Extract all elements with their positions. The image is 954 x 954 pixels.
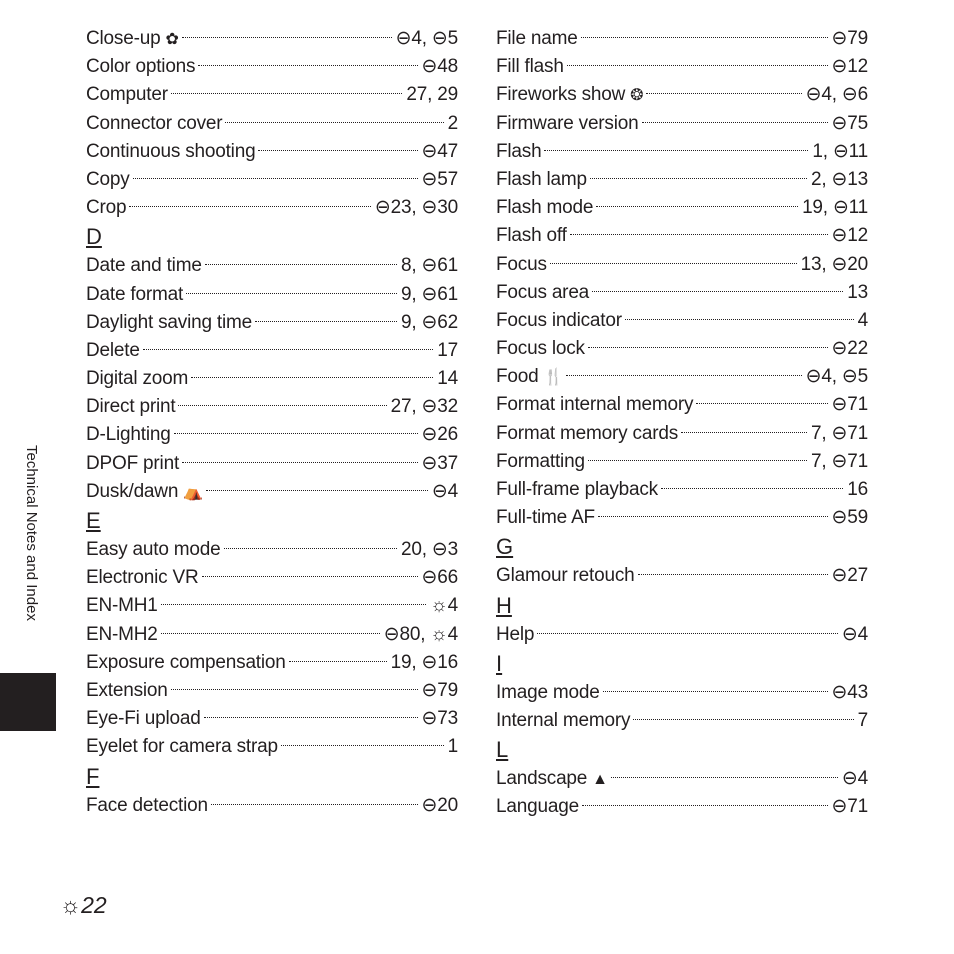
- index-entry-pages: 19, ⊖16: [390, 651, 458, 673]
- dot-leader: [171, 689, 418, 690]
- index-entry: [86, 252, 458, 280]
- index-entry-term: Dusk/dawn: [86, 480, 179, 502]
- index-entry: [86, 365, 458, 393]
- index-entry-term: Format memory cards: [496, 422, 679, 444]
- index-entry-pages: ⊖27: [831, 565, 868, 587]
- dot-leader: [258, 150, 417, 151]
- index-entry-pages: 7, ⊖71: [811, 422, 868, 444]
- dot-leader: [681, 432, 807, 433]
- dot-leader: [206, 490, 428, 491]
- dot-leader: [603, 691, 828, 692]
- index-entry-pages: 17: [437, 339, 458, 361]
- index-entry: [496, 251, 868, 279]
- index-entry-pages: ⊖12: [831, 225, 868, 247]
- index-entry-term: Continuous shooting: [86, 140, 256, 162]
- index-entry-pages: 27, ⊖32: [390, 396, 458, 418]
- dot-leader: [178, 405, 386, 406]
- index-entry: [86, 592, 458, 620]
- index-entry: [86, 564, 458, 592]
- dot-leader: [642, 122, 828, 123]
- index-entry: [496, 621, 868, 649]
- index-entry-pages: ⊖20: [421, 794, 458, 816]
- index-entry: [86, 281, 458, 309]
- index-section-letter: E: [86, 508, 101, 533]
- index-column-left: [86, 25, 458, 820]
- index-entry: [496, 765, 868, 793]
- landscape-scene-icon: ▲: [592, 771, 608, 789]
- index-entry-pages: 16: [847, 479, 868, 500]
- index-entry-pages: ⊖66: [421, 567, 458, 589]
- dot-leader: [661, 488, 843, 489]
- index-entry: [86, 81, 458, 109]
- dot-leader: [598, 516, 828, 517]
- dot-leader: [544, 150, 808, 151]
- index-entry-term: Exposure compensation: [86, 651, 286, 673]
- index-entry: [86, 25, 458, 53]
- index-entry-pages: ⊖71: [831, 796, 868, 818]
- index-entry-term: Date and time: [86, 255, 202, 277]
- index-entry-pages: 7, ⊖71: [811, 450, 868, 472]
- index-entry: [86, 536, 458, 564]
- index-entry-pages: ⊖4: [841, 623, 868, 645]
- dot-leader: [186, 293, 397, 294]
- index-entry-term: Language: [496, 796, 579, 818]
- index-entry-pages: ⊖75: [831, 112, 868, 134]
- dot-leader: [171, 93, 403, 94]
- index-entry-pages: 2: [447, 112, 458, 134]
- index-entry: [86, 792, 458, 820]
- index-entry: [86, 110, 458, 138]
- index-entry: [496, 81, 868, 109]
- dot-leader: [281, 745, 444, 746]
- index-entry-pages: ☼4: [430, 595, 458, 617]
- side-section-label-text: Technical Notes and Index: [23, 445, 40, 621]
- index-entry-pages: ⊖4, ⊖6: [805, 84, 868, 106]
- dot-leader: [191, 377, 433, 378]
- index-entry-term: Food: [496, 366, 539, 388]
- index-section-letter: H: [496, 592, 512, 618]
- index-entry-term: EN-MH2: [86, 623, 158, 645]
- dot-leader: [592, 291, 843, 292]
- index-entry: [496, 307, 868, 335]
- index-entry-pages: ⊖47: [421, 140, 458, 162]
- index-entry-term: Easy auto mode: [86, 539, 221, 560]
- dot-leader: [255, 321, 397, 322]
- index-entry-term: Crop: [86, 197, 127, 219]
- index-entry-term: Flash lamp: [496, 168, 587, 190]
- index-entry: [86, 450, 458, 478]
- index-entry-pages: 4: [857, 309, 868, 331]
- index-entry: [496, 504, 868, 532]
- dot-leader: [182, 37, 392, 38]
- index-entry-term: Copy: [86, 168, 130, 190]
- index-entry-pages: ⊖26: [421, 424, 458, 446]
- dot-leader: [646, 93, 801, 94]
- index-entry-term: Internal memory: [496, 709, 631, 731]
- index-entry: [86, 309, 458, 337]
- index-entry-pages: ⊖79: [421, 679, 458, 701]
- index-entry-term: Electronic VR: [86, 567, 199, 589]
- section-thumb-tab: [0, 673, 56, 731]
- index-entry-pages: ⊖22: [831, 338, 868, 360]
- index-entry-term: Format internal memory: [496, 394, 694, 416]
- index-entry: [86, 194, 458, 222]
- dot-leader: [202, 576, 418, 577]
- index-entry-term: Full-frame playback: [496, 479, 658, 500]
- index-entry-pages: 7: [857, 709, 868, 731]
- index-entry-pages: 9, ⊖61: [401, 283, 458, 305]
- index-entry: [496, 335, 868, 363]
- index-section-letter: G: [496, 534, 514, 560]
- dot-leader: [581, 37, 828, 38]
- index-entry: [496, 279, 868, 307]
- index-entry-term: Fill flash: [496, 56, 564, 78]
- dot-leader: [625, 319, 854, 320]
- index-section-letter: L: [496, 737, 509, 763]
- index-entry-term: Eye-Fi upload: [86, 708, 201, 730]
- index-entry: [86, 677, 458, 705]
- index-entry-pages: ⊖4: [841, 768, 868, 790]
- page-number: ☼22: [60, 892, 107, 918]
- dot-leader: [611, 777, 838, 778]
- dot-leader: [582, 805, 828, 806]
- index-entry-term: Close-up: [86, 28, 161, 49]
- index-entry-term: Connector cover: [86, 112, 223, 134]
- dot-leader: [161, 604, 427, 605]
- index-entry-pages: ⊖37: [421, 452, 458, 474]
- index-section-letter: I: [496, 650, 503, 676]
- index-entry-pages: 20, ⊖3: [401, 539, 458, 560]
- index-entry-term: Focus area: [496, 281, 590, 303]
- index-entry-term: Delete: [86, 339, 140, 361]
- dot-leader: [638, 574, 828, 575]
- index-entry: [86, 337, 458, 365]
- dot-leader: [174, 433, 418, 434]
- index-entry-pages: 13, ⊖20: [800, 253, 868, 275]
- index-entry-term: EN-MH1: [86, 595, 158, 617]
- index-entry-term: Flash off: [496, 225, 567, 247]
- index-entry-term: Extension: [86, 679, 168, 701]
- index-entry-term: Help: [496, 623, 535, 645]
- index-entry-term: Daylight saving time: [86, 311, 253, 333]
- index-entry: [496, 391, 868, 419]
- index-entry-term: Focus: [496, 253, 547, 275]
- index-entry: [86, 138, 458, 166]
- index-entry: [86, 393, 458, 421]
- index-entry: [86, 621, 458, 649]
- index-entry-pages: ⊖4, ⊖5: [805, 366, 868, 388]
- dot-leader: [289, 661, 387, 662]
- dot-leader: [182, 462, 418, 463]
- index-entry-pages: 9, ⊖62: [401, 311, 458, 333]
- index-entry-term: Glamour retouch: [496, 565, 635, 587]
- index-entry-term: Image mode: [496, 681, 600, 703]
- index-entry: [496, 53, 868, 81]
- index-entry-pages: ⊖71: [831, 394, 868, 416]
- index-entry: [496, 363, 868, 391]
- index-entry-term: Full-time AF: [496, 507, 595, 529]
- index-entry-term: Firmware version: [496, 112, 639, 134]
- index-entry-term: Date format: [86, 283, 184, 305]
- index-entry: [496, 707, 868, 735]
- index-entry: [496, 110, 868, 138]
- index-entry-pages: ⊖43: [831, 681, 868, 703]
- index-entry-term: Digital zoom: [86, 368, 189, 390]
- dot-leader: [590, 178, 807, 179]
- index-entry-term: Direct print: [86, 396, 176, 418]
- index-entry: [496, 562, 868, 590]
- index-entry: [496, 138, 868, 166]
- index-entry: [86, 733, 458, 761]
- index-entry-pages: ⊖57: [421, 168, 458, 190]
- dot-leader: [224, 548, 398, 549]
- index-entry-pages: 19, ⊖11: [802, 197, 868, 219]
- dot-leader: [129, 206, 371, 207]
- index-entry-pages: 13: [847, 281, 868, 303]
- dot-leader: [225, 122, 443, 123]
- dot-leader: [133, 178, 418, 179]
- index-entry: [86, 705, 458, 733]
- dot-leader: [596, 206, 798, 207]
- index-entry-pages: ⊖48: [421, 56, 458, 78]
- dot-leader: [566, 375, 801, 376]
- index-entry-pages: ⊖23, ⊖30: [374, 197, 458, 219]
- dot-leader: [198, 65, 417, 66]
- index-entry-term: File name: [496, 28, 578, 49]
- dot-leader: [161, 633, 380, 634]
- dusk-dawn-scene-icon: ⛺: [183, 483, 203, 501]
- index-entry: [496, 166, 868, 194]
- dot-leader: [143, 349, 434, 350]
- index-entry-pages: ⊖12: [831, 56, 868, 78]
- dot-leader: [567, 65, 828, 66]
- index-entry: [496, 448, 868, 476]
- index-entry-term: D-Lighting: [86, 424, 171, 446]
- dot-leader: [588, 460, 807, 461]
- dot-leader: [550, 263, 797, 264]
- index-entry: [496, 420, 868, 448]
- index-entry-pages: 1: [447, 736, 458, 758]
- index-entry: [496, 25, 868, 53]
- index-entry: [496, 476, 868, 504]
- index-entry-term: Flash: [496, 140, 542, 162]
- index-entry-term: Flash mode: [496, 197, 594, 219]
- index-entry-pages: ⊖59: [831, 507, 868, 529]
- fireworks-scene-icon: ❂: [630, 87, 644, 105]
- index-section-letter: D: [86, 224, 102, 250]
- index-entry-term: Focus indicator: [496, 309, 622, 331]
- food-scene-icon: 🍴: [543, 369, 564, 387]
- dot-leader: [537, 633, 838, 634]
- index-entry: [496, 793, 868, 821]
- index-entry-pages: 8, ⊖61: [401, 255, 458, 277]
- index-entry-term: Landscape: [496, 768, 588, 790]
- index-entry-term: Eyelet for camera strap: [86, 736, 278, 758]
- index-entry: [496, 194, 868, 222]
- dot-leader: [570, 234, 828, 235]
- index-section-letter: F: [86, 763, 100, 789]
- index-entry: [86, 649, 458, 677]
- index-entry-term: Face detection: [86, 794, 208, 816]
- dot-leader: [204, 717, 418, 718]
- close-up-scene-icon: ✿: [165, 31, 179, 48]
- index-entry-term: Fireworks show: [496, 84, 626, 106]
- index-entry: [86, 421, 458, 449]
- index-entry-pages: 27, 29: [406, 84, 458, 106]
- index-entry-pages: 14: [437, 368, 458, 390]
- index-entry-term: Color options: [86, 56, 196, 78]
- index-entry-term: Formatting: [496, 450, 585, 472]
- index-column-right: [496, 25, 868, 822]
- dot-leader: [696, 403, 827, 404]
- dot-leader: [633, 719, 853, 720]
- index-entry-pages: ⊖4, ⊖5: [395, 28, 458, 49]
- dot-leader: [205, 264, 397, 265]
- index-entry: [86, 166, 458, 194]
- index-entry-term: Focus lock: [496, 338, 585, 360]
- index-entry-pages: ⊖79: [831, 28, 868, 49]
- dot-leader: [588, 347, 828, 348]
- index-entry: [496, 679, 868, 707]
- index-entry: [496, 222, 868, 250]
- index-entry-term: Computer: [86, 84, 168, 106]
- index-entry-pages: ⊖80, ☼4: [383, 623, 458, 645]
- index-entry-term: DPOF print: [86, 452, 180, 474]
- dot-leader: [211, 804, 418, 805]
- index-entry-pages: 2, ⊖13: [811, 168, 868, 190]
- index-entry-pages: ⊖73: [421, 708, 458, 730]
- index-entry: [86, 53, 458, 81]
- index-entry-pages: 1, ⊖11: [812, 140, 868, 162]
- index-entry-pages: ⊖4: [431, 480, 458, 502]
- index-entry: [86, 478, 458, 506]
